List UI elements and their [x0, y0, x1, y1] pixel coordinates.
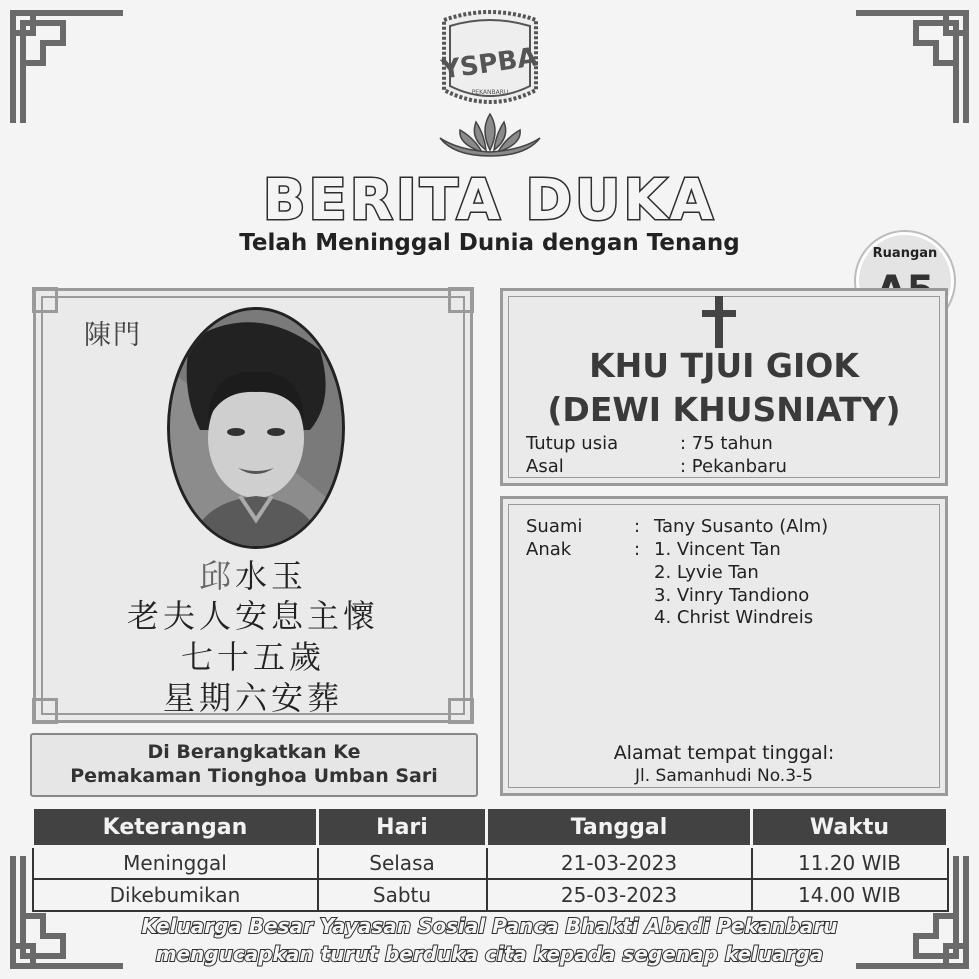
table-row — [33, 879, 948, 911]
chinese-given-name: 水玉 — [235, 557, 308, 595]
child-2: 2. Lyvie Tan — [654, 562, 759, 583]
frame-knot-icon — [448, 287, 474, 313]
address-value: Jl. Samanhudi No.3-5 — [635, 766, 813, 786]
departure-banner — [30, 733, 478, 797]
chinese-line-2: 老夫人安息主懷 — [126, 597, 379, 635]
foundation-logo — [432, 10, 548, 162]
room-label: Ruangan — [872, 246, 938, 261]
corner-ornament-top-right — [851, 8, 971, 128]
portrait-photo — [167, 307, 345, 549]
chinese-line-4: 星期六安葬 — [162, 679, 343, 717]
cell-event: Dikebumikan — [33, 879, 318, 911]
origin-label: Asal — [526, 456, 564, 477]
chinese-surname: 邱 — [198, 557, 235, 595]
schedule-table — [31, 806, 949, 912]
footer-line-1: Keluarga Besar Yayasan Sosial Panca Bhakti Abadi Pekanbaru — [141, 914, 838, 938]
cell-date: 21-03-2023 — [487, 847, 752, 880]
cell-time: 14.00 WIB — [752, 879, 948, 911]
origin-value: : Pekanbaru — [680, 456, 787, 477]
table-header-row — [33, 808, 948, 847]
age-value: : 75 tahun — [680, 433, 773, 454]
table-row — [33, 847, 948, 880]
logo-subtext: PEKANBARU — [471, 89, 509, 96]
corner-ornament-top-left — [8, 8, 128, 128]
deceased-name: KHU TJUI GIOK — [589, 346, 859, 385]
cell-day: Selasa — [318, 847, 487, 880]
spouse-value: Tany Susanto (Alm) — [654, 516, 829, 537]
cross-icon — [702, 296, 736, 348]
header-tanggal: Tanggal — [487, 808, 752, 847]
header-keterangan: Keterangan — [33, 808, 318, 847]
departure-line-2: Pemakaman Tionghoa Umban Sari — [70, 765, 438, 787]
page-title: BERITA DUKA — [262, 168, 717, 233]
header-waktu: Waktu — [752, 808, 948, 847]
departure-line-1: Di Berangkatkan Ke — [147, 741, 361, 763]
children-sep: : — [634, 539, 641, 560]
deceased-alias: (DEWI KHUSNIATY) — [547, 390, 901, 429]
page-subtitle: Telah Meninggal Dunia dengan Tenang — [239, 230, 740, 256]
lotus-icon — [440, 114, 540, 156]
cell-day: Sabtu — [318, 879, 487, 911]
header-hari: Hari — [318, 808, 487, 847]
logo-text: YSPBA — [439, 42, 540, 86]
age-label: Tutup usia — [526, 433, 619, 454]
clan-name: 陳門 — [84, 320, 142, 351]
child-4: 4. Christ Windreis — [654, 607, 814, 628]
cell-date: 25-03-2023 — [487, 879, 752, 911]
child-1: 1. Vincent Tan — [654, 539, 781, 560]
spouse-label: Suami — [526, 516, 583, 537]
child-3: 3. Vinry Tandiono — [654, 585, 810, 606]
footer-line-2: mengucapkan turut berduka cita kepada segenap keluarga — [155, 942, 824, 966]
cell-time: 11.20 WIB — [752, 847, 948, 880]
children-label: Anak — [526, 539, 572, 560]
cell-event: Meninggal — [33, 847, 318, 880]
frame-knot-icon — [32, 287, 58, 313]
chinese-line-3: 七十五歲 — [180, 638, 325, 676]
spouse-sep: : — [634, 516, 641, 537]
address-label: Alamat tempat tinggal: — [613, 742, 835, 764]
